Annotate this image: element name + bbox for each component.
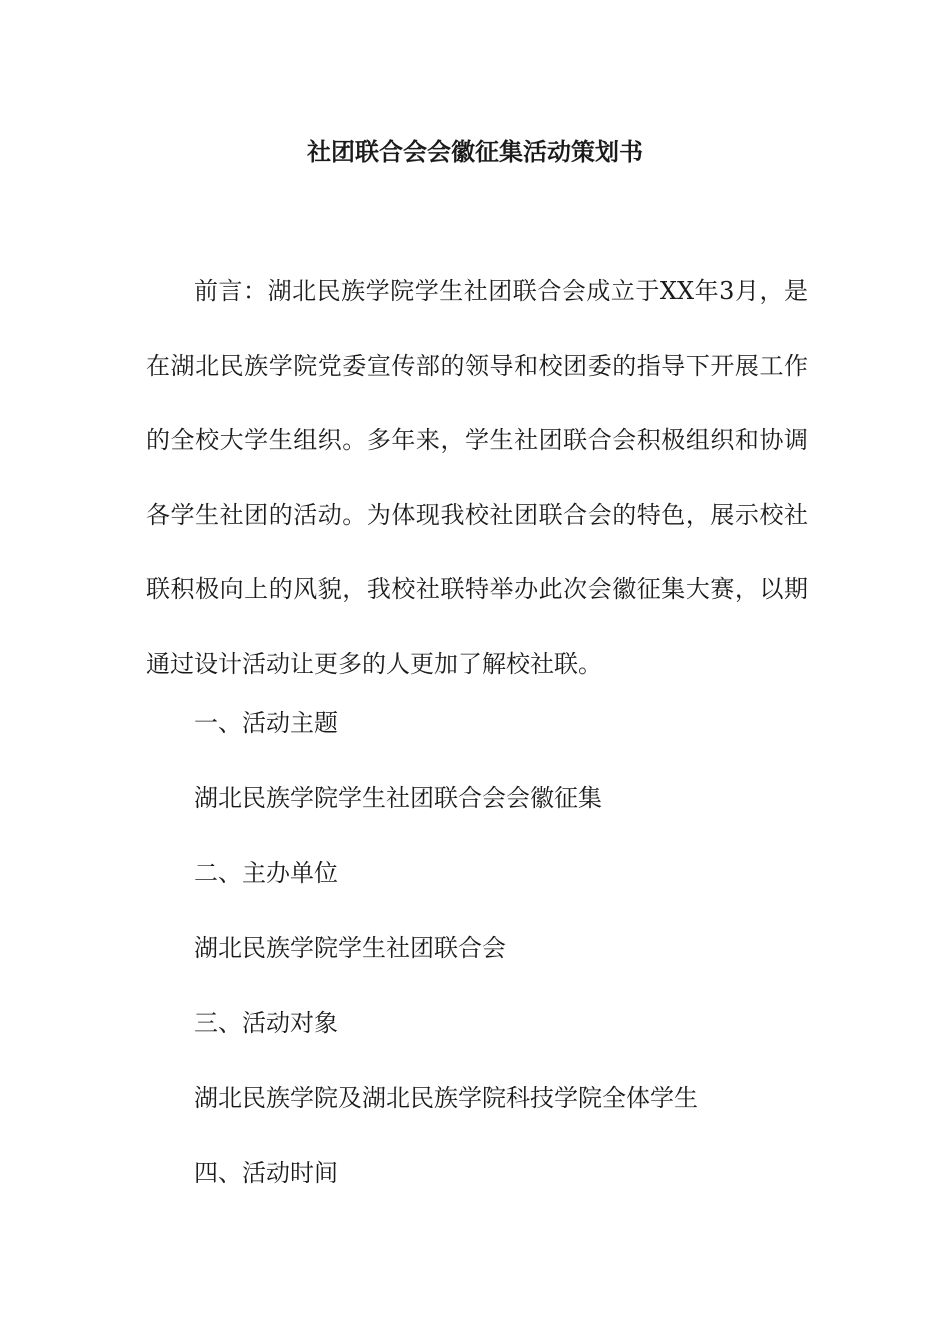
- section-heading-theme: 一、活动主题: [194, 709, 338, 737]
- section-content-organizer: 湖北民族学院学生社团联合会: [194, 934, 506, 962]
- section-content-audience: 湖北民族学院及湖北民族学院科技学院全体学生: [194, 1084, 698, 1112]
- section-heading-audience: 三、活动对象: [194, 1009, 338, 1037]
- section-content-theme: 湖北民族学院学生社团联合会会徽征集: [194, 784, 602, 812]
- section-heading-time: 四、活动时间: [194, 1159, 338, 1187]
- document-title: 社团联合会会徽征集活动策划书: [307, 137, 643, 166]
- preface-paragraph: 前言：湖北民族学院学生社团联合会成立于XX年3月，是在湖北民族学院党委宣传部的领导和校团委的指导下开展工作的全校大学生组织。多年来，学生社团联合会积极组织和协调各学生社团的活动。为体现我校社团联合会的特色，展示校社联积极向上的风貌，我校社联特举办此次会徽征集大赛，以期通过设计活动让更多的人更加了解校社联。: [146, 277, 808, 678]
- section-heading-organizer: 二、主办单位: [194, 859, 338, 887]
